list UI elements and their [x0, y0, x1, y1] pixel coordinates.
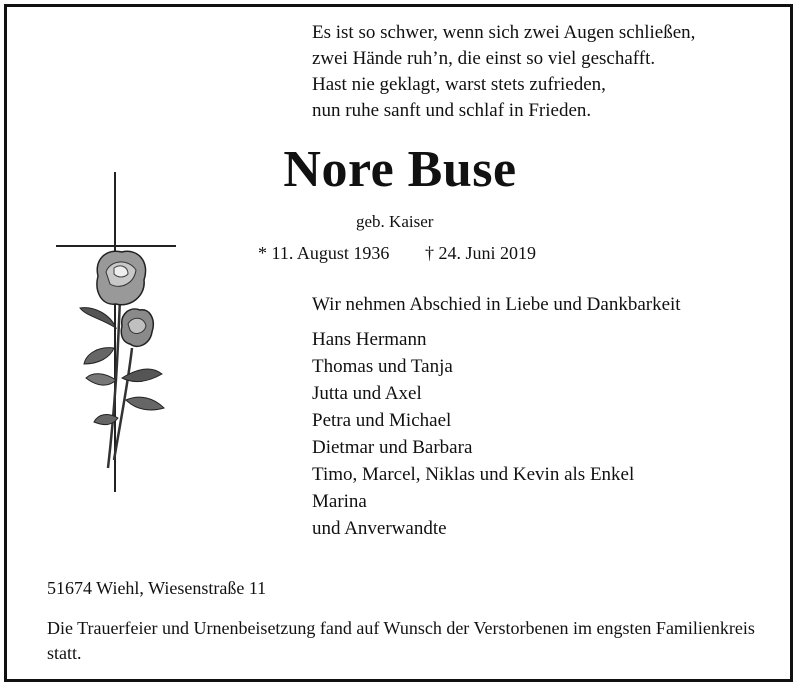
- poem-line: zwei Hände ruh’n, die einst so viel geschafft.: [312, 48, 656, 69]
- mourner-entry: Petra und Michael: [312, 410, 452, 431]
- poem: [312, 20, 695, 124]
- mourner-entry: Dietmar und Barbara: [312, 437, 473, 458]
- mourner-entry: Jutta und Axel: [312, 383, 422, 404]
- deceased-name: Nore Buse: [283, 141, 517, 198]
- mourner-entry: Thomas und Tanja: [312, 356, 453, 377]
- farewell-statement: Wir nehmen Abschied in Liebe und Dankbarkeit: [312, 294, 681, 315]
- mourner-entry: Timo, Marcel, Niklas und Kevin als Enkel: [312, 464, 635, 485]
- cross-with-rose: [50, 168, 180, 498]
- poem-line: Hast nie geklagt, warst stets zufrieden,: [312, 74, 606, 95]
- rose-icon: [80, 251, 164, 468]
- birth-date: * 11. August 1936: [258, 243, 390, 263]
- funeral-note: Die Trauerfeier und Urnenbeisetzung fand auf Wunsch der Verstorbenen im engsten Familienkreis statt.: [47, 618, 755, 663]
- poem-line: nun ruhe sanft und schlaf in Frieden.: [312, 100, 592, 121]
- mourner-entry: und Anverwandte: [312, 518, 447, 539]
- death-date: † 24. Juni 2019: [425, 243, 537, 263]
- mourner-entry: Hans Hermann: [312, 329, 427, 350]
- birth-name: geb. Kaiser: [356, 212, 434, 231]
- mourners-list: [312, 326, 634, 542]
- address: 51674 Wiehl, Wiesenstraße 11: [47, 578, 267, 598]
- mourner-entry: Marina: [312, 491, 367, 512]
- poem-line: Es ist so schwer, wenn sich zwei Augen schließen,: [312, 22, 696, 43]
